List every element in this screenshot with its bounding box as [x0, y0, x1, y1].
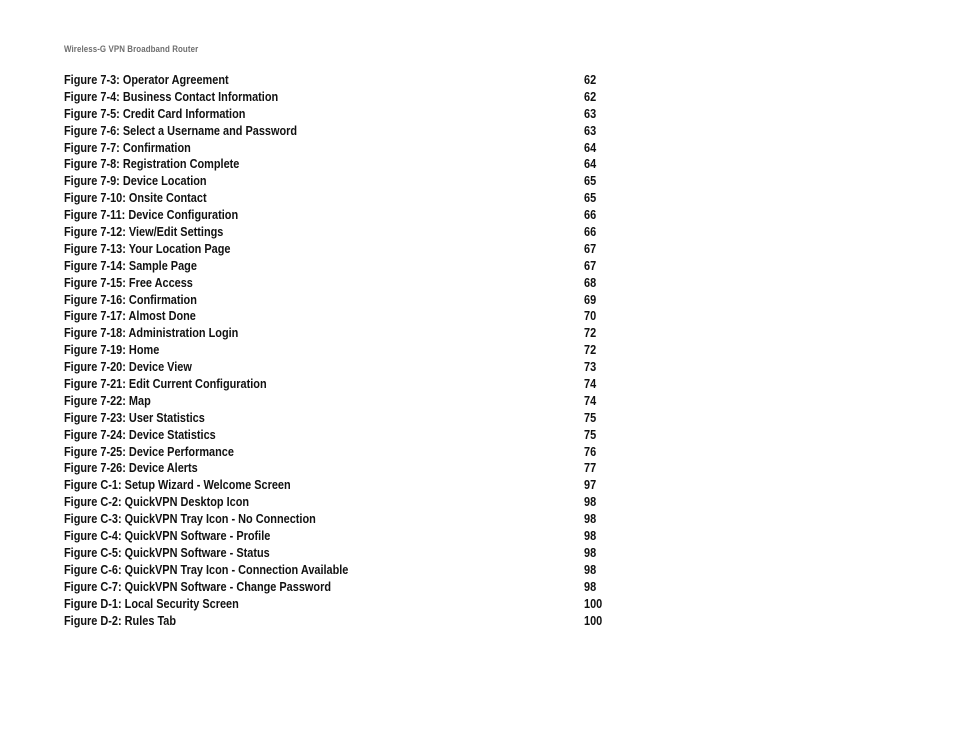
figure-title: Figure C-1: Setup Wizard - Welcome Screen: [64, 477, 291, 493]
figure-entry[interactable]: [64, 325, 624, 342]
figure-entry[interactable]: [64, 224, 624, 241]
figure-entry[interactable]: [64, 207, 624, 224]
figure-title: Figure D-1: Local Security Screen: [64, 595, 239, 611]
figure-page-number: 100: [584, 595, 603, 611]
figure-title: Figure 7-13: Your Location Page: [64, 240, 231, 256]
figure-page-number: 69: [584, 291, 597, 307]
figure-entry[interactable]: [64, 173, 624, 190]
figure-title: Figure 7-19: Home: [64, 342, 160, 358]
figure-title: Figure 7-23: User Statistics: [64, 409, 205, 425]
figure-entry[interactable]: [64, 511, 624, 528]
figure-page-number: 72: [584, 325, 597, 341]
figure-entry[interactable]: [64, 562, 624, 579]
figure-entry[interactable]: [64, 72, 624, 89]
figure-title: Figure 7-11: Device Configuration: [64, 207, 239, 223]
figure-title: Figure 7-17: Almost Done: [64, 308, 196, 324]
figure-entry[interactable]: [64, 460, 624, 477]
figure-page-number: 98: [584, 494, 597, 510]
figure-page-number: 62: [584, 72, 597, 87]
figure-entry[interactable]: [64, 308, 624, 325]
figure-title: Figure 7-20: Device View: [64, 359, 192, 375]
running-header: Wireless-G VPN Broadband Router: [64, 44, 199, 54]
figure-title: Figure 7-10: Onsite Contact: [64, 190, 207, 206]
figure-title: Figure 7-9: Device Location: [64, 173, 207, 189]
figure-title: Figure 7-12: View/Edit Settings: [64, 224, 224, 240]
figure-page-number: 74: [584, 392, 597, 408]
figure-entry[interactable]: [64, 258, 624, 275]
figure-page-number: 66: [584, 207, 597, 223]
figure-title: Figure 7-15: Free Access: [64, 274, 193, 290]
figure-title: Figure 7-18: Administration Login: [64, 325, 239, 341]
figure-page-number: 75: [584, 426, 597, 442]
list-of-figures: [64, 72, 624, 629]
figure-page-number: 74: [584, 376, 597, 392]
figure-title: Figure 7-25: Device Performance: [64, 443, 234, 459]
figure-title: Figure 7-8: Registration Complete: [64, 156, 240, 172]
figure-entry[interactable]: [64, 292, 624, 309]
figure-entry[interactable]: [64, 528, 624, 545]
figure-page-number: 98: [584, 544, 597, 560]
figure-page-number: 72: [584, 342, 597, 358]
figure-page-number: 63: [584, 105, 597, 121]
figure-page-number: 100: [584, 612, 603, 628]
figure-entry[interactable]: [64, 359, 624, 376]
figure-title: Figure 7-26: Device Alerts: [64, 460, 198, 476]
figure-page-number: 64: [584, 139, 597, 155]
figure-title: Figure C-5: QuickVPN Software - Status: [64, 544, 270, 560]
figure-title: Figure 7-21: Edit Current Configuration: [64, 376, 267, 392]
figure-entry[interactable]: [64, 427, 624, 444]
figure-page-number: 63: [584, 122, 597, 138]
figure-title: Figure 7-4: Business Contact Information: [64, 88, 279, 104]
figure-entry[interactable]: [64, 156, 624, 173]
figure-title: Figure C-6: QuickVPN Tray Icon - Connection Available: [64, 561, 349, 577]
figure-page-number: 76: [584, 443, 597, 459]
figure-entry[interactable]: [64, 140, 624, 157]
figure-page-number: 73: [584, 359, 597, 375]
figure-page-number: 97: [584, 477, 597, 493]
figure-entry[interactable]: [64, 190, 624, 207]
figure-page-number: 64: [584, 156, 597, 172]
figure-title: Figure 7-6: Select a Username and Password: [64, 122, 298, 138]
figure-title: Figure 7-3: Operator Agreement: [64, 72, 229, 87]
figure-entry[interactable]: [64, 123, 624, 140]
figure-entry[interactable]: [64, 342, 624, 359]
figure-title: Figure 7-5: Credit Card Information: [64, 105, 246, 121]
figure-title: Figure C-3: QuickVPN Tray Icon - No Connection: [64, 511, 316, 527]
figure-page-number: 65: [584, 190, 597, 206]
figure-title: Figure 7-7: Confirmation: [64, 139, 191, 155]
figure-entry[interactable]: [64, 89, 624, 106]
figure-title: Figure 7-16: Confirmation: [64, 291, 197, 307]
figure-page-number: 75: [584, 409, 597, 425]
figure-page-number: 98: [584, 511, 597, 527]
figure-title: Figure C-4: QuickVPN Software - Profile: [64, 528, 271, 544]
figure-entry[interactable]: [64, 545, 624, 562]
figure-title: Figure C-2: QuickVPN Desktop Icon: [64, 494, 250, 510]
figure-page-number: 98: [584, 528, 597, 544]
figure-page-number: 70: [584, 308, 597, 324]
figure-title: Figure D-2: Rules Tab: [64, 612, 177, 628]
figure-page-number: 67: [584, 257, 597, 273]
figure-entry[interactable]: [64, 106, 624, 123]
figure-entry[interactable]: [64, 613, 624, 630]
figure-title: Figure 7-14: Sample Page: [64, 257, 197, 273]
figure-entry[interactable]: [64, 494, 624, 511]
figure-title: Figure 7-24: Device Statistics: [64, 426, 216, 442]
figure-entry[interactable]: [64, 376, 624, 393]
figure-title: Figure C-7: QuickVPN Software - Change Password: [64, 578, 331, 594]
figure-title: Figure 7-22: Map: [64, 392, 151, 408]
figure-page-number: 68: [584, 274, 597, 290]
figure-entry[interactable]: [64, 477, 624, 494]
figure-page-number: 98: [584, 561, 597, 577]
figure-page-number: 66: [584, 224, 597, 240]
figure-page-number: 98: [584, 578, 597, 594]
figure-page-number: 67: [584, 240, 597, 256]
figure-entry[interactable]: [64, 596, 624, 613]
figure-page-number: 62: [584, 88, 597, 104]
figure-page-number: 77: [584, 460, 597, 476]
figure-entry[interactable]: [64, 241, 624, 258]
figure-entry[interactable]: [64, 410, 624, 427]
figure-entry[interactable]: [64, 579, 624, 596]
figure-entry[interactable]: [64, 275, 624, 292]
figure-entry[interactable]: [64, 444, 624, 461]
figure-page-number: 65: [584, 173, 597, 189]
figure-entry[interactable]: [64, 393, 624, 410]
